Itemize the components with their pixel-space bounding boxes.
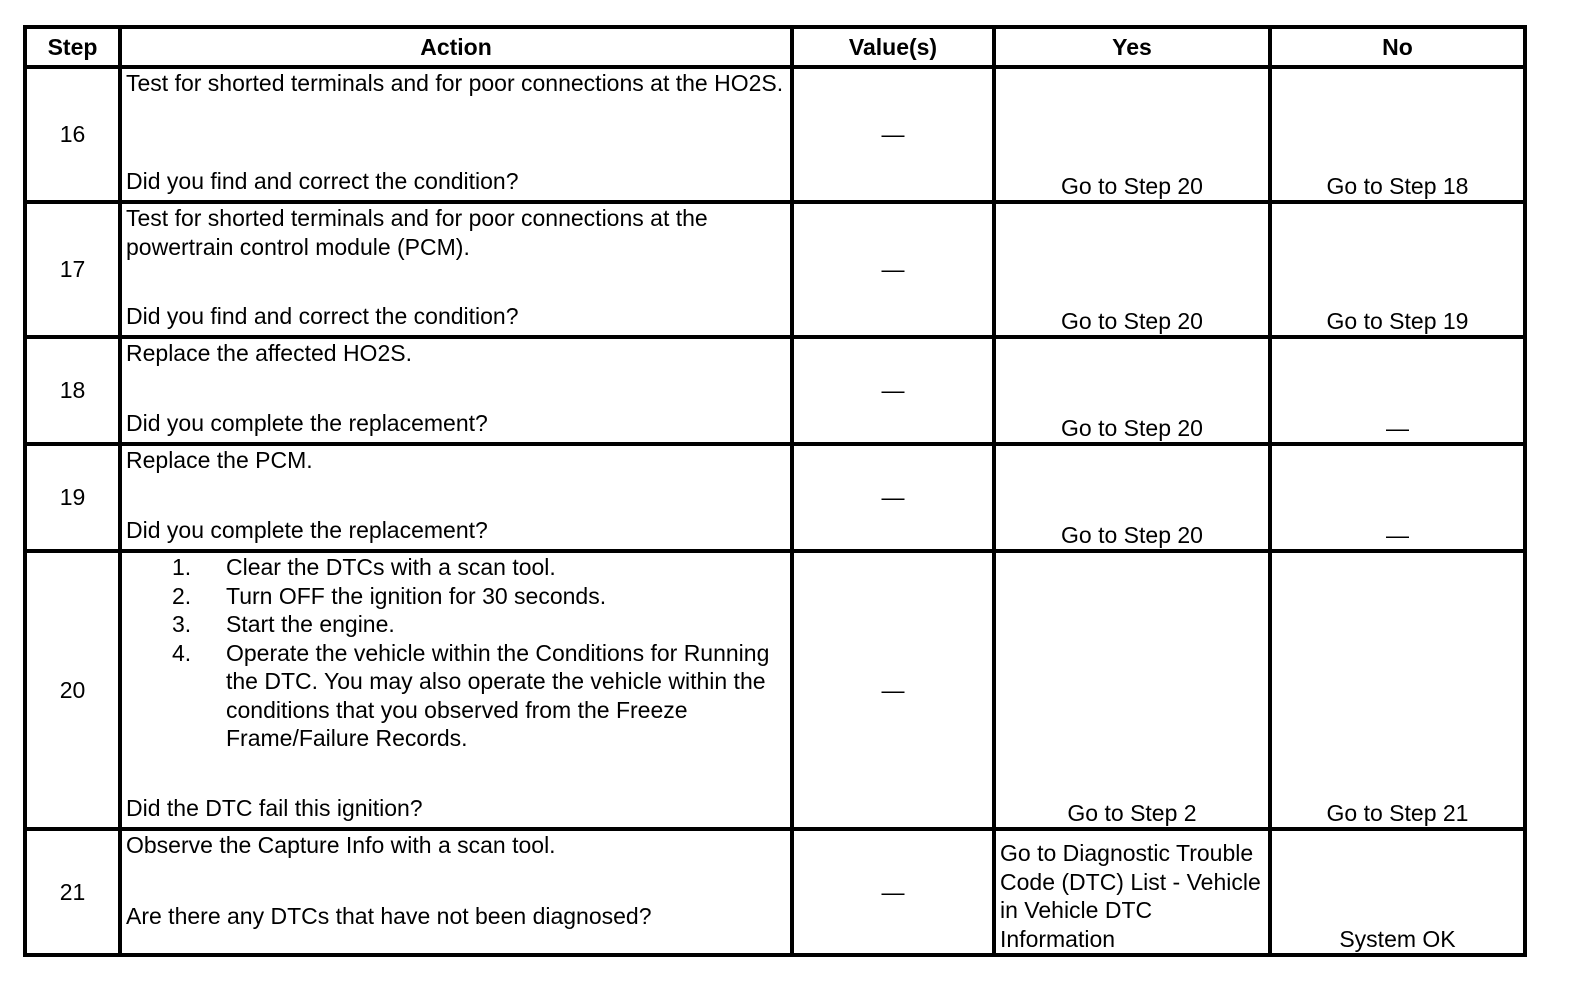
header-action: Action [120, 27, 792, 67]
table-row [25, 829, 1525, 955]
table-row [25, 444, 1525, 551]
action-cell [120, 829, 792, 955]
no-cell: — [1270, 337, 1525, 444]
action-text: Observe the Capture Info with a scan tool. [126, 832, 556, 858]
substep-text: Turn OFF the ignition for 30 seconds. [226, 582, 607, 609]
substep-item [172, 582, 786, 611]
action-cell [120, 337, 792, 444]
substep-text: Clear the DTCs with a scan tool. [226, 554, 556, 580]
no-cell: — [1270, 444, 1525, 551]
no-cell: Go to Step 19 [1270, 202, 1525, 337]
value-cell: — [792, 337, 994, 444]
substep-item [172, 610, 786, 639]
step-number: 20 [25, 551, 120, 829]
action-cell [120, 202, 792, 337]
substep-item [172, 553, 786, 582]
action-text: Test for shorted terminals and for poor connections at the powertrain control module (PCM). [126, 205, 708, 260]
table-row [25, 337, 1525, 444]
value-cell: — [792, 444, 994, 551]
substep-number: 3. [172, 611, 192, 637]
substep-list [126, 553, 786, 753]
yes-cell: Go to Step 2 [994, 551, 1270, 829]
substep-number: 2. [172, 582, 192, 609]
step-number: 19 [25, 444, 120, 551]
no-cell: System OK [1270, 829, 1525, 955]
action-text: Replace the PCM. [126, 447, 313, 473]
no-cell: Go to Step 18 [1270, 67, 1525, 202]
action-question: Did you complete the replacement? [126, 409, 488, 436]
action-cell [120, 444, 792, 551]
action-text: Test for shorted terminals and for poor connections at the HO2S. [126, 70, 784, 96]
action-text: Replace the affected HO2S. [126, 340, 412, 366]
table-row [25, 551, 1525, 829]
substep-number: 1. [172, 554, 192, 580]
no-cell: Go to Step 21 [1270, 551, 1525, 829]
action-question: Did you find and correct the condition? [126, 302, 519, 329]
action-question: Are there any DTCs that have not been diagnosed? [126, 902, 652, 929]
header-step: Step [25, 27, 120, 67]
value-cell: — [792, 829, 994, 955]
value-cell: — [792, 202, 994, 337]
header-row [25, 27, 1525, 67]
value-cell: — [792, 551, 994, 829]
substep-text: Operate the vehicle within the Conditions for Running the DTC. You may also operate the vehicle within the conditions that you observed from the Freeze Frame/Failure Records. [226, 639, 770, 751]
action-question: Did you find and correct the condition? [126, 167, 519, 194]
substep-number: 4. [172, 639, 192, 666]
header-no: No [1270, 27, 1525, 67]
yes-cell: Go to Step 20 [994, 67, 1270, 202]
action-question: Did the DTC fail this ignition? [126, 794, 423, 821]
substep-item [172, 639, 786, 753]
value-cell: — [792, 67, 994, 202]
yes-cell: Go to Step 20 [994, 337, 1270, 444]
action-question: Did you complete the replacement? [126, 516, 488, 543]
table-row [25, 202, 1525, 337]
step-number: 16 [25, 67, 120, 202]
yes-cell: Go to Diagnostic Trouble Code (DTC) List - Vehicle in Vehicle DTC Information [994, 829, 1270, 955]
table-row [25, 67, 1525, 202]
step-number: 17 [25, 202, 120, 337]
yes-cell: Go to Step 20 [994, 202, 1270, 337]
action-cell [120, 551, 792, 829]
substep-text: Start the engine. [226, 611, 395, 637]
header-yes: Yes [994, 27, 1270, 67]
step-number: 21 [25, 829, 120, 955]
yes-cell: Go to Step 20 [994, 444, 1270, 551]
header-values: Value(s) [792, 27, 994, 67]
action-cell [120, 67, 792, 202]
step-number: 18 [25, 337, 120, 444]
diagnostic-table [23, 25, 1527, 957]
